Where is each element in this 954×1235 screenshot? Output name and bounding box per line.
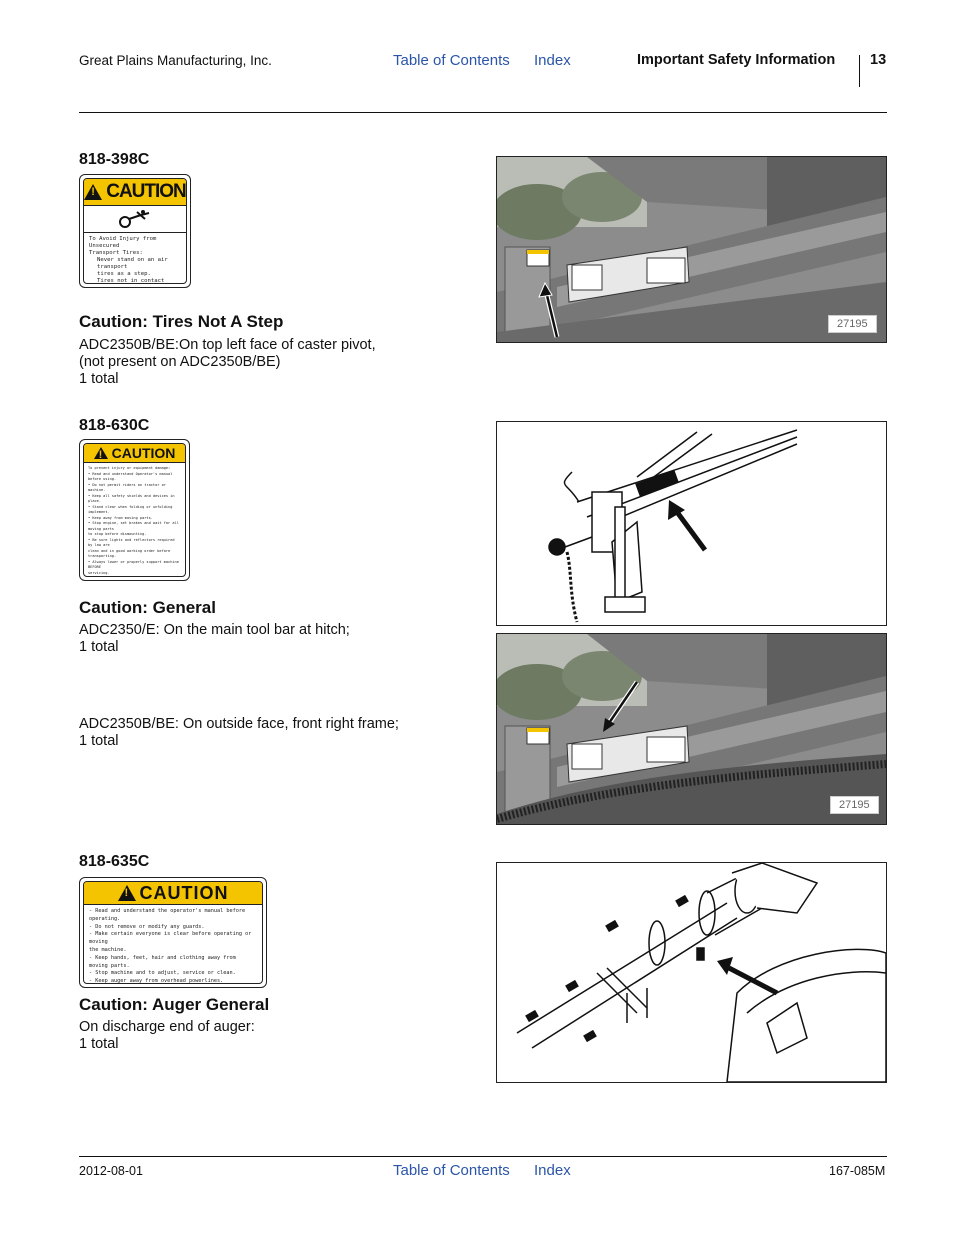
- decal-location-630c-alt: ADC2350B/BE: On outside face, front right frame; 1 total: [79, 716, 399, 749]
- caution-heading: CAUTION: [106, 181, 186, 202]
- footer-rule: [79, 1156, 887, 1157]
- figure-number-2: 27195: [830, 796, 879, 814]
- decal-location-398c: ADC2350B/BE:On top left face of caster pivot, (not present on ADC2350B/BE) 1 total: [79, 337, 376, 387]
- decal-title-635c: Caution: Auger General: [79, 995, 270, 1014]
- page-number: 13: [870, 52, 887, 68]
- footer-doc-number: 167-085M: [829, 1164, 886, 1178]
- warning-triangle-icon: [118, 885, 136, 901]
- decal-location-630c: ADC2350/E: On the main tool bar at hitch; 1 total: [79, 622, 350, 655]
- part-number-635c: 818-635C: [79, 853, 150, 870]
- caution-bar: [84, 179, 186, 206]
- decal-image-635c: [79, 877, 267, 988]
- company-name: Great Plains Manufacturing, Inc.: [79, 53, 272, 68]
- caution-bar: [84, 444, 185, 463]
- decal-image-630c: [79, 439, 190, 581]
- part-number-630c: 818-630C: [79, 417, 150, 434]
- decal-title-398c: Caution: Tires Not A Step: [79, 312, 284, 331]
- figure-number: 27195: [828, 315, 877, 333]
- decal-text-635c: - Read and understand the operator's manual before operating. - Do not remove or modify any guards. - Make certain everyone is clear before operating or moving the machine. - Keep hands, feet, hair and clothing away from moving parts. - Stop machine and to adjust, service or clean. - Keep auger away from overhead powerlines.: [89, 908, 252, 984]
- header-rule: [79, 112, 887, 113]
- tire-step-icon: [84, 206, 186, 233]
- photo-caster-pivot: [496, 156, 887, 343]
- header-divider: [859, 55, 860, 87]
- caution-bar: [84, 882, 262, 905]
- caution-heading: CAUTION: [139, 882, 229, 903]
- header-toc-link[interactable]: Table of Contents: [393, 52, 510, 69]
- part-number-398c: 818-398C: [79, 151, 150, 168]
- warning-triangle-icon: [94, 447, 108, 459]
- decal-title-630c: Caution: General: [79, 598, 216, 617]
- drawing-hitch: [496, 421, 887, 626]
- section-title: Important Safety Information: [637, 52, 836, 68]
- header-index-link[interactable]: Index: [534, 52, 571, 69]
- footer-index-link[interactable]: Index: [534, 1162, 571, 1179]
- footer-toc-link[interactable]: Table of Contents: [393, 1162, 510, 1179]
- footer-date: 2012-08-01: [79, 1164, 143, 1178]
- decal-text-630c: To prevent injury or equipment damage: • Read and understand Operator's manual before using. • Do not permit riders on tractor or machine. • Keep all safety shields and devices in place. • Stand clear when folding or unfolding implement. • Keep away from moving parts. • Stop engine, set brakes and wait for all moving parts to stop before dismounting. • Be sure lights and reflectors required by law are clean and in good working order before transporting. • Always lower or properly support machine BEFORE servicing.: [88, 466, 179, 575]
- decal-location-635c: On discharge end of auger: 1 total: [79, 1019, 255, 1052]
- warning-triangle-icon: [84, 184, 102, 200]
- drawing-auger-discharge: [496, 862, 887, 1083]
- caution-heading: CAUTION: [111, 445, 176, 461]
- decal-image-398c: [79, 174, 191, 288]
- decal-text-398c: To Avoid Injury from Unsecured Transport Tires: Never stand on an air transport tires as a step. Tires not in contact: [89, 236, 168, 284]
- photo-front-frame: [496, 633, 887, 825]
